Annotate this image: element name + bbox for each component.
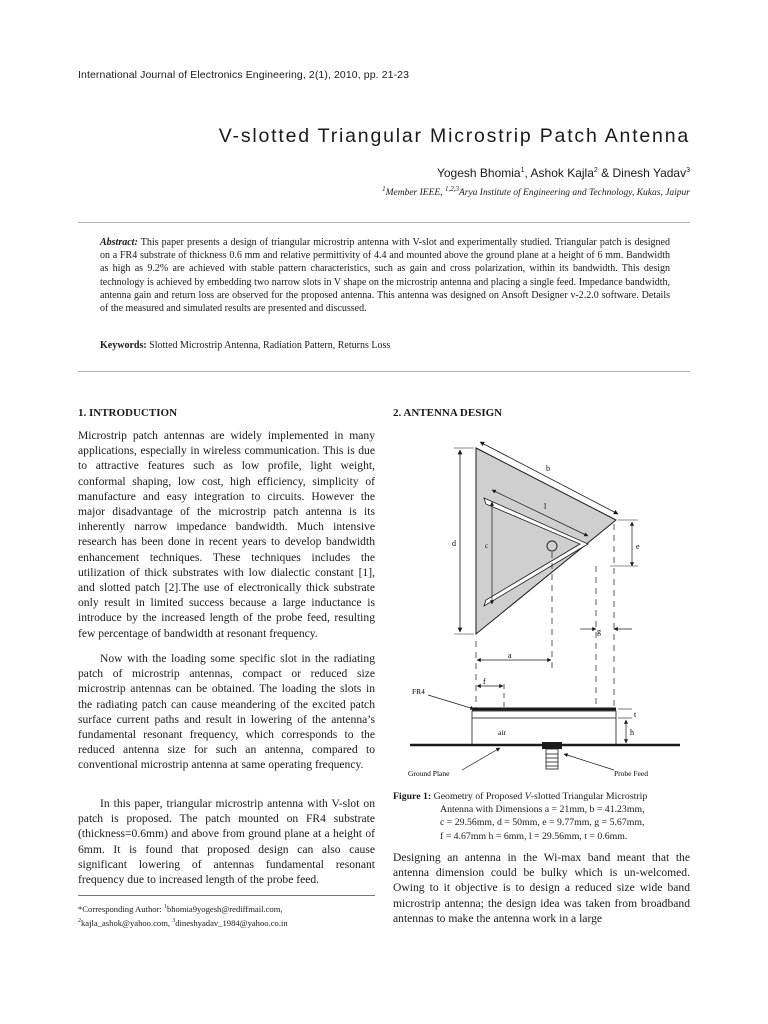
ground-plane-pointer: [462, 748, 500, 770]
author-name: Dinesh Yadav: [612, 166, 687, 180]
caption-line: Antenna with Dimensions a = 21mm, b = 41.23mm,: [440, 804, 645, 816]
caption-text: V: [524, 791, 531, 802]
abstract: [100, 236, 670, 315]
footnote-email: dineshyadav_1984@yahoo.co.in: [175, 918, 288, 929]
antenna-design-paragraph: Designing an antenna in the Wi-max band meant that the antenna dimension could be bulky which is un-welcomed. Owing to it objective is to design a reduced size wide band microstrip antenna; the design idea was taken from broadband antennas to make the antenna work in a large: [393, 851, 690, 925]
author-name: Yogesh Bhomia: [436, 166, 521, 180]
affiliation-mark: 1,2,3: [444, 185, 459, 193]
caption-line: c = 29.56mm, d = 50mm, e = 9.77mm, g = 5.67mm,: [440, 817, 645, 829]
label-a: a: [508, 651, 512, 660]
paragraph-text: Microstrip patch antennas are widely implemented in many applications, especially in wireless communication. This is due to attractive features such as low profile, light weight, conformal shaping, low cost, high efficiency, simplicity of manufacture and easy integration to circuits. However the major disadvantage of the microstrip patch antenna is its inherently narrow impedance bandwidth. Much intensive research has been done in recent years to develop bandwidth enhancement techniques. These techniques includes the utilization of thick substrates with low dialectic constant [1], and slotted patch [2].The use of electronically thick substrate only result in limited success because a large inductance is introduce by the increased length of the probe feed, resulting few percentage of bandwidth at resonant frequency.: [78, 429, 375, 640]
label-l: l: [544, 502, 547, 511]
footnote-mark: 2: [78, 918, 81, 925]
paragraph-text: Now with the loading some specific slot in the radiating patch of microstrip antennas, compact or reduced size microstrip antennas can be obtained. The loading the slots in the radiating patch can cause meandering of the excited patch surface current paths and result in lowering of the antenna’s fundamental resonant frequency, which corresponds to the reduced antenna size for such an antenna, compared to conventional microstrip antenna at same operating frequency.: [78, 652, 375, 772]
affiliation-mark: 1: [382, 185, 386, 193]
probe-connector: [542, 742, 562, 749]
running-head: International Journal of Electronics Engineering, 2(1), 2010, pp. 21-23: [78, 69, 410, 81]
footnote-prefix: *Corresponding Author:: [78, 903, 164, 914]
paper-title: V-slotted Triangular Microstrip Patch Antenna: [218, 125, 690, 147]
label-ground-plane: Ground Plane: [408, 769, 450, 778]
affiliation: [382, 185, 690, 198]
antenna-geometry-figure: [400, 436, 690, 786]
author-separator: ,: [524, 166, 531, 180]
footnote: [78, 901, 375, 930]
abstract-text: This paper presents a design of triangular microstrip antenna with V-slot and experimentally studied. Triangular patch is designed on a FR4 substrate of thickness 0.6 mm and relative permittivity of 4.4 and mounted above the ground plane at a height of 6 mm. Bandwidth as high as 9.2% are achieved with stable pattern characteristics, such as gain and cross polarization, within its bandwidth. This design technology is achieved by embedding two narrow slots in V shape on the microstrip antenna and placing a single feed. Impedance bandwidth, antenna gain and return loss are observed for the proposed antenna. This antenna was designed on Ansoft Designer v-2.2.0 software. Details of the measured and simulated results are presented and discussed.: [100, 237, 670, 315]
label-c: c: [485, 542, 489, 550]
paragraph-text: In this paper, triangular microstrip antenna with V-slot on patch is proposed. The patch mounted on FR4 substrate (thickness=0.6mm) and above from ground plane at a height of 6mm. It is found that proposed design can also cause significant lowering of antennas fundamental resonant frequency due to increased length of the probe feed.: [78, 797, 375, 887]
figure-caption: [393, 790, 690, 843]
footnote-email: kajla_ashok@yahoo.com,: [81, 918, 173, 929]
label-f: f: [483, 677, 486, 686]
footnote-line-1: [78, 901, 375, 915]
label-t: t: [634, 710, 637, 719]
footnote-line-2: [78, 915, 375, 929]
label-d: d: [452, 539, 456, 548]
abstract-top-rule: [78, 222, 690, 223]
introduction-paragraph-2: [78, 651, 375, 773]
author-affiliation-mark: 3: [686, 167, 690, 174]
probe-feed-pointer: [564, 754, 614, 770]
introduction-paragraph-1: [78, 428, 375, 641]
caption-line: f = 4.67mm h = 6mm, l = 29.56mm, t = 0.6mm.: [440, 830, 628, 842]
abstract-label: Abstract:: [100, 237, 138, 248]
abstract-bottom-rule: [78, 371, 690, 372]
label-b: b: [546, 464, 550, 473]
author-affiliation-mark: 2: [593, 167, 598, 174]
footnote-rule: [78, 895, 375, 896]
label-probe-feed: Probe Feed: [614, 769, 648, 778]
author-affiliation-mark: 1: [520, 167, 525, 174]
introduction-paragraph-3: [78, 796, 375, 887]
footnote-email: bhomia9yogesh@rediffmail.com,: [166, 903, 283, 914]
keywords-label: Keywords:: [100, 340, 147, 351]
section-heading-antenna-design: 2. ANTENNA DESIGN: [393, 407, 503, 419]
section-heading-introduction: 1. INTRODUCTION: [78, 407, 178, 419]
label-fr4: FR4: [412, 687, 425, 696]
affiliation-institute: Arya Institute of Engineering and Technology, Kukas, Jaipur: [458, 188, 690, 199]
label-h: h: [630, 728, 634, 737]
affiliation-member: Member IEEE,: [385, 188, 445, 199]
fr4-substrate: [472, 711, 616, 718]
fr4-pointer: [428, 695, 474, 709]
label-air: air: [498, 728, 506, 737]
footnote-mark: 3: [172, 918, 176, 925]
caption-text: -slotted Triangular Microstrip: [530, 791, 648, 802]
keywords-text: Slotted Microstrip Antenna, Radiation Pattern, Returns Loss: [146, 340, 391, 351]
footnote-mark: 1: [163, 904, 167, 910]
triangular-patch: [476, 448, 616, 634]
label-e: e: [636, 542, 640, 551]
caption-label: Figure 1:: [393, 791, 432, 802]
caption-text: Geometry of Proposed: [431, 791, 525, 802]
caption-line: [393, 790, 690, 803]
keywords: [100, 340, 670, 351]
label-g: g: [597, 627, 601, 636]
author-name: Ashok Kajla: [530, 166, 594, 180]
author-list: [437, 166, 690, 180]
author-separator: &: [597, 166, 613, 180]
